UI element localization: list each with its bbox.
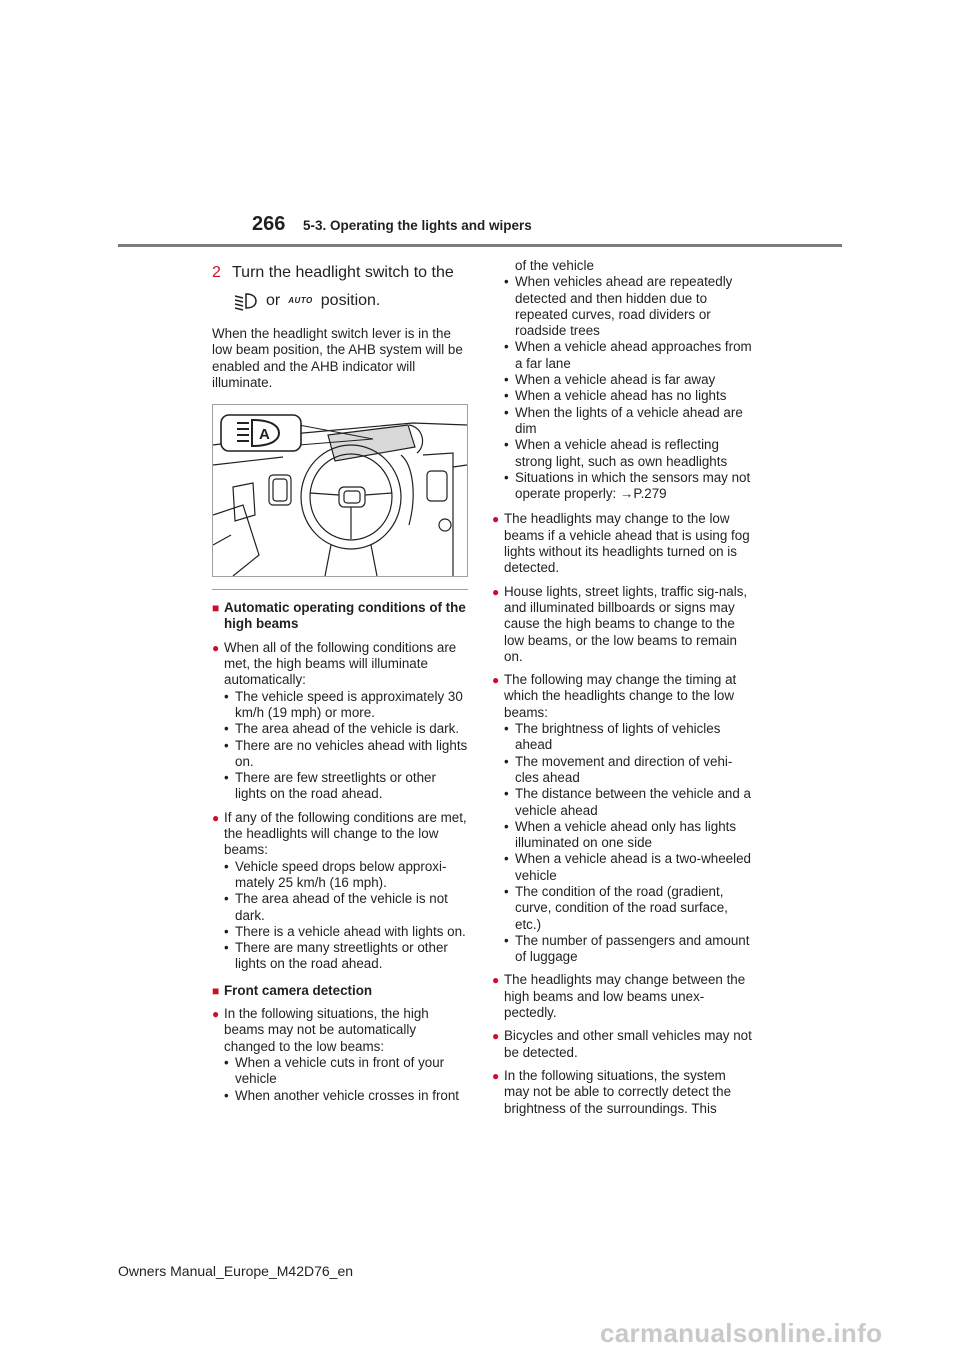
timing-bullet <box>492 672 754 965</box>
square-bullet-icon: ■ <box>212 601 220 616</box>
list-item: • When a vehicle ahead is far away <box>504 372 716 388</box>
front-camera-heading <box>212 983 468 999</box>
front-camera-bullet <box>212 1006 468 1104</box>
list-item: • When a vehicle ahead approaches from a far lane <box>504 339 752 371</box>
position-text: position. <box>320 291 381 309</box>
list-item: • The area ahead of the vehicle is dark. <box>224 721 460 737</box>
list-item: • When the lights of a vehicle ahead are dim <box>504 404 743 436</box>
footer-text: Owners Manual_Europe_M42D76_en <box>118 1263 354 1279</box>
bullet-intro: The following may change the timing at which the headlights change to the low beams: <box>504 672 737 720</box>
ahb-indicator-letter: A <box>259 426 270 444</box>
condition-list <box>224 689 468 803</box>
list-item: • When a vehicle ahead only has lights illuminated on one side <box>504 818 737 851</box>
list-item: • Vehicle speed drops below approxi-mately 25 km/h (16 mph). <box>224 858 447 890</box>
bullet-intro: In the following situations, the high beams may not be automatically changed to the low beams: <box>224 1006 429 1054</box>
step-number: 2 <box>212 264 221 281</box>
bullet-intro: If any of the following conditions are met, the headlights will change to the low beams: <box>224 809 467 858</box>
right-column <box>492 258 754 1117</box>
situation-list-continued <box>504 274 754 502</box>
list-item: • There are no vehicles ahead with lights on. <box>224 737 468 769</box>
list-item: • The distance between the vehicle and a vehicle ahead <box>504 786 751 818</box>
figure-rule <box>212 589 468 590</box>
list-item: • The number of passengers and amount of luggage <box>504 932 750 965</box>
list-item: • There are many streetlights or other lights on the road ahead. <box>224 940 448 972</box>
header-rule <box>118 244 842 247</box>
circle-bullet-icon: ● <box>212 640 220 655</box>
list-item: • There is a vehicle ahead with lights on. <box>224 923 466 939</box>
left-column <box>212 260 468 1104</box>
circle-bullet-icon: ● <box>492 584 500 599</box>
list-item: • There are few streetlights or other lights on the road ahead. <box>224 770 436 802</box>
watermark[interactable]: carmanualsonline.info <box>600 1318 883 1348</box>
auto-icon: AUTO <box>288 295 313 305</box>
arrow-icon: → <box>619 486 634 502</box>
auto-conditions-heading <box>212 600 468 633</box>
page-number: 266 <box>252 213 286 235</box>
list-item: • When another vehicle crosses in front <box>224 1087 460 1103</box>
or-text: or <box>266 291 281 309</box>
list-item: • When a vehicle ahead is a two-wheeled vehicle <box>504 851 751 883</box>
bicycles-bullet: ● Bicycles and other small vehicles may not be detected. <box>492 1028 752 1060</box>
step-2-positions <box>232 290 468 312</box>
intro-note: When the headlight switch lever is in the low beam position, the AHB system will be enabled and the AHB indicator will illuminate. <box>212 326 463 390</box>
fog-lights-bullet: ● The headlights may change to the low beams if a vehicle ahead that is using fog lights without its headlights turned on is detected. <box>492 511 750 576</box>
list-item: • The brightness of lights of vehicles ahead <box>504 721 721 753</box>
timing-list <box>504 721 754 965</box>
circle-bullet-icon: ● <box>212 1007 220 1022</box>
list-item: • The movement and direction of vehi-cles ahead <box>504 753 733 785</box>
dashboard-illustration <box>212 404 468 577</box>
step-text: Turn the headlight switch to the <box>232 264 454 281</box>
low-beam-icon <box>232 290 258 312</box>
continued-text: of the vehicle <box>515 258 594 273</box>
unexpected-change-bullet: ● The headlights may change between the high beams and low beams unex-pectedly. <box>492 972 746 1021</box>
dashboard-drawing <box>213 405 467 576</box>
list-item: • When vehicles ahead are repeatedly detected and then hidden due to repeated curves, road dividers or roadside trees <box>504 274 733 339</box>
circle-bullet-icon: ● <box>492 1068 500 1083</box>
square-bullet-icon: ■ <box>212 983 220 998</box>
list-item: • When a vehicle ahead has no lights <box>504 388 727 404</box>
circle-bullet-icon: ● <box>492 1029 500 1044</box>
circle-bullet-icon: ● <box>492 673 500 688</box>
list-item: • The vehicle speed is approximately 30 km/h (19 mph) or more. <box>224 688 463 720</box>
auto-conditions-bullet-2 <box>212 810 468 973</box>
page-reference[interactable] <box>620 486 667 501</box>
situation-list <box>224 1055 468 1104</box>
step-2 <box>212 262 468 284</box>
list-item: • The condition of the road (gradient, curve, condition of the road surface, etc.) <box>504 883 728 932</box>
circle-bullet-icon: ● <box>212 810 220 825</box>
list-item: • When a vehicle cuts in front of your vehicle <box>224 1054 445 1087</box>
list-item: • When a vehicle ahead is reflecting strong light, such as own headlights <box>504 437 728 469</box>
section-title: 5-3. Operating the lights and wipers <box>303 218 532 233</box>
list-item: • The area ahead of the vehicle is not dark. <box>224 891 448 923</box>
surroundings-bullet: ● In the following situations, the system may not be able to correctly detect the brightness of the surroundings. This <box>492 1067 732 1116</box>
heading-text: Front camera detection <box>224 982 373 998</box>
list-item: • Situations in which the sensors may not operate properly: →P.279 <box>504 469 751 502</box>
auto-conditions-bullet-1 <box>212 640 468 803</box>
condition-list <box>224 859 468 973</box>
circle-bullet-icon: ● <box>492 512 500 527</box>
bullet-intro: When all of the following conditions are met, the high beams will illuminate automatically: <box>224 639 457 688</box>
circle-bullet-icon: ● <box>492 973 500 988</box>
house-lights-bullet: ● House lights, street lights, traffic sig-nals, and illuminated billboards or signs may cause the high beams to change to the low beams, or the low beams to remain on. <box>492 583 748 664</box>
heading-text: Automatic operating conditions of the high beams <box>224 600 466 632</box>
page-ref-text: P.279 <box>633 486 667 502</box>
